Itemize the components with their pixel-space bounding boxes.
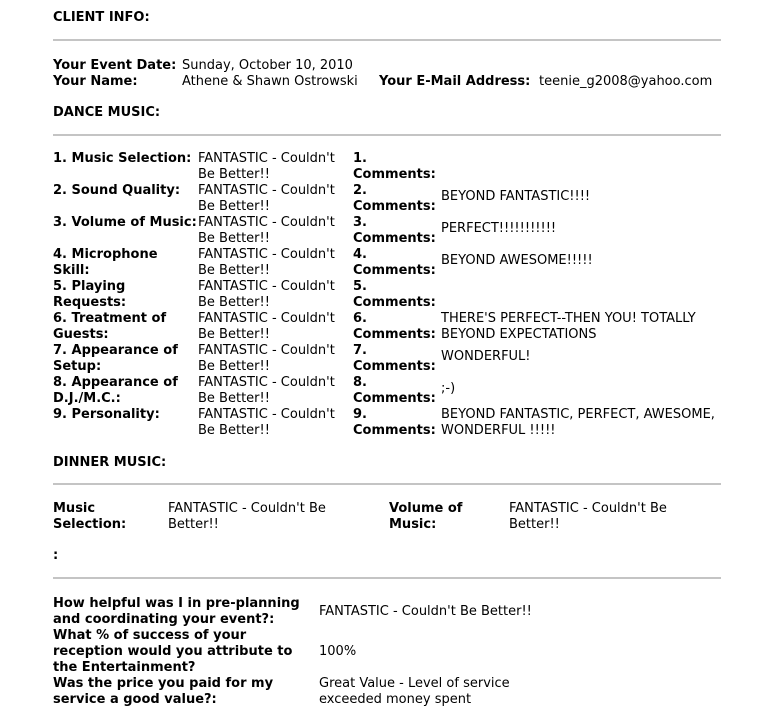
client-info-heading: CLIENT INFO: bbox=[53, 10, 150, 25]
table-row bbox=[53, 215, 728, 247]
question-label: How helpful was I in pre-planning and coordinating your event?: bbox=[53, 596, 300, 627]
criterion-label: 4. Microphone Skill: bbox=[53, 247, 158, 278]
question-label: What % of success of your reception would you attribute to the Entertainment? bbox=[53, 628, 293, 675]
dance-music-table bbox=[53, 151, 728, 439]
comment-label: 3. Comments: bbox=[353, 215, 436, 246]
comment-label: 4. Comments: bbox=[353, 247, 436, 278]
table-row bbox=[53, 279, 728, 311]
divider bbox=[53, 39, 721, 41]
question-label: Was the price you paid for my service a good value?: bbox=[53, 676, 274, 707]
answer-value: Great Value - Level of service exceeded money spent bbox=[319, 676, 510, 707]
dinner-selection-value: FANTASTIC - Couldn't Be Better!! bbox=[168, 501, 326, 532]
rating-value: FANTASTIC - Couldn't Be Better!! bbox=[198, 279, 335, 310]
name-value: Athene & Shawn Ostrowski bbox=[182, 74, 358, 89]
criterion-label: 8. Appearance of D.J./M.C.: bbox=[53, 375, 178, 406]
rating-value: FANTASTIC - Couldn't Be Better!! bbox=[198, 407, 335, 438]
criterion-label: 5. Playing Requests: bbox=[53, 279, 127, 310]
divider bbox=[53, 134, 721, 136]
dinner-volume-value: FANTASTIC - Couldn't Be Better!! bbox=[509, 501, 667, 532]
comment-value bbox=[441, 151, 728, 183]
rating-value: FANTASTIC - Couldn't Be Better!! bbox=[198, 311, 335, 342]
comment-value: PERFECT!!!!!!!!!!! bbox=[441, 221, 557, 236]
dinner-music-heading: DINNER MUSIC: bbox=[53, 455, 167, 470]
answer-value: FANTASTIC - Couldn't Be Better!! bbox=[319, 604, 532, 619]
comment-value: WONDERFUL! bbox=[441, 349, 531, 364]
event-date-label: Your Event Date: bbox=[53, 58, 177, 73]
criterion-label: 2. Sound Quality: bbox=[53, 183, 181, 198]
event-date-value: Sunday, October 10, 2010 bbox=[182, 58, 353, 73]
comment-value: ;-) bbox=[441, 381, 456, 396]
comment-value bbox=[441, 279, 728, 311]
rating-value: FANTASTIC - Couldn't Be Better!! bbox=[198, 183, 335, 214]
comment-label: 6. Comments: bbox=[353, 311, 436, 342]
email-value: teenie_g2008@yahoo.com bbox=[539, 74, 713, 89]
email-label: Your E-Mail Address: bbox=[379, 74, 531, 89]
comment-label: 5. Comments: bbox=[353, 279, 436, 310]
comment-label: 8. Comments: bbox=[353, 375, 436, 406]
dinner-volume-label: Volume of Music: bbox=[389, 501, 463, 532]
comment-label: 9. Comments: bbox=[353, 407, 436, 438]
comment-value: BEYOND AWESOME!!!!! bbox=[441, 253, 593, 268]
answer-value: 100% bbox=[319, 644, 357, 659]
table-row bbox=[53, 407, 728, 439]
criterion-label: 6. Treatment of Guests: bbox=[53, 311, 167, 342]
rating-value: FANTASTIC - Couldn't Be Better!! bbox=[198, 343, 335, 374]
comment-value: THERE'S PERFECT--THEN YOU! TOTALLY BEYOND EXPECTATIONS bbox=[441, 311, 696, 342]
rating-value: FANTASTIC - Couldn't Be Better!! bbox=[198, 375, 335, 406]
rating-value: FANTASTIC - Couldn't Be Better!! bbox=[198, 151, 335, 182]
dance-music-heading: DANCE MUSIC: bbox=[53, 105, 161, 120]
divider bbox=[53, 483, 721, 485]
comment-label: 1. Comments: bbox=[353, 151, 436, 182]
colon-label: : bbox=[53, 548, 59, 563]
comment-label: 7. Comments: bbox=[353, 343, 436, 374]
comment-value: BEYOND FANTASTIC, PERFECT, AWESOME, WONDERFUL !!!!! bbox=[441, 407, 715, 438]
table-row bbox=[53, 247, 728, 279]
table-row bbox=[53, 183, 728, 215]
criterion-label: 7. Appearance of Setup: bbox=[53, 343, 178, 374]
table-row bbox=[53, 151, 728, 183]
comment-value: BEYOND FANTASTIC!!!! bbox=[441, 189, 591, 204]
rating-value: FANTASTIC - Couldn't Be Better!! bbox=[198, 247, 335, 278]
table-row bbox=[53, 311, 728, 343]
name-label: Your Name: bbox=[53, 74, 138, 89]
dinner-selection-label: Music Selection: bbox=[53, 501, 127, 532]
criterion-label: 1. Music Selection: bbox=[53, 151, 192, 166]
criterion-label: 3. Volume of Music: bbox=[53, 215, 197, 230]
criterion-label: 9. Personality: bbox=[53, 407, 160, 422]
divider bbox=[53, 577, 721, 579]
table-row bbox=[53, 343, 728, 375]
table-row bbox=[53, 375, 728, 407]
rating-value: FANTASTIC - Couldn't Be Better!! bbox=[198, 215, 335, 246]
comment-label: 2. Comments: bbox=[353, 183, 436, 214]
